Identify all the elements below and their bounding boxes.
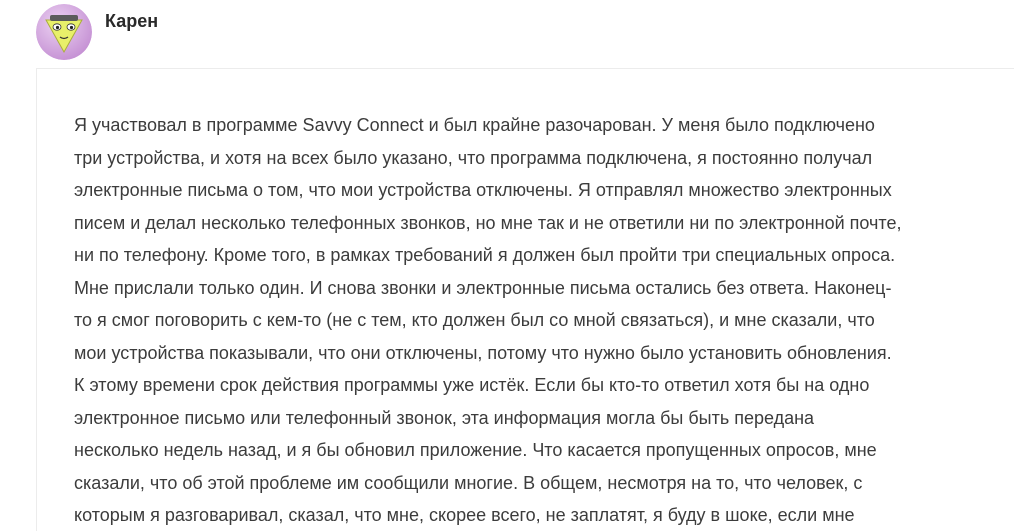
review-line: мои устройства показывали, что они отключены, потому что нужно было установить обновления. <box>74 342 892 363</box>
review-line: электронное письмо или телефонный звонок, эта информация могла бы быть передана <box>74 407 815 428</box>
wavatar-face-icon <box>36 4 92 60</box>
review-line: то я смог поговорить с кем-то (не с тем, кто должен был со мной связаться), и мне сказали, что <box>74 310 875 330</box>
author-name[interactable]: Карен <box>105 11 159 31</box>
review-line: которым я разговаривал, сказал, что мне, скорее всего, не заплатят, я буду в шоке, если мне <box>74 505 855 525</box>
review-line: три устройства, и хотя на всех было указано, что программа подключена, я постоянно получал <box>74 147 873 168</box>
review-line: писем и делал несколько телефонных звонков, но мне так и не ответили ни по электронной почте, <box>74 212 902 233</box>
review-line: ни по телефону. Кроме того, в рамках требований я должен был пройти три специальных опроса. <box>74 245 896 265</box>
review-line: несколько недель назад, и я бы обновил приложение. Что касается пропущенных опросов, мне <box>74 440 877 460</box>
review-line: К этому времени срок действия программы уже истёк. Если бы кто-то ответил хотя бы на одно <box>74 375 870 395</box>
review-card <box>36 68 1014 531</box>
review-line: Мне прислали только один. И снова звонки и электронные письма остались без ответа. Наконец- <box>74 277 892 298</box>
review-text <box>74 109 1010 531</box>
review-line: сказали, что об этой проблеме им сообщили многие. В общем, несмотря на то, что человек, с <box>74 472 863 493</box>
review-line: электронные письма о том, что мои устройства отключены. Я отправлял множество электронных <box>74 180 892 200</box>
avatar[interactable] <box>36 4 92 60</box>
review-line: Я участвовал в программе Savvy Connect и был крайне разочарован. У меня было подключено <box>74 115 875 135</box>
